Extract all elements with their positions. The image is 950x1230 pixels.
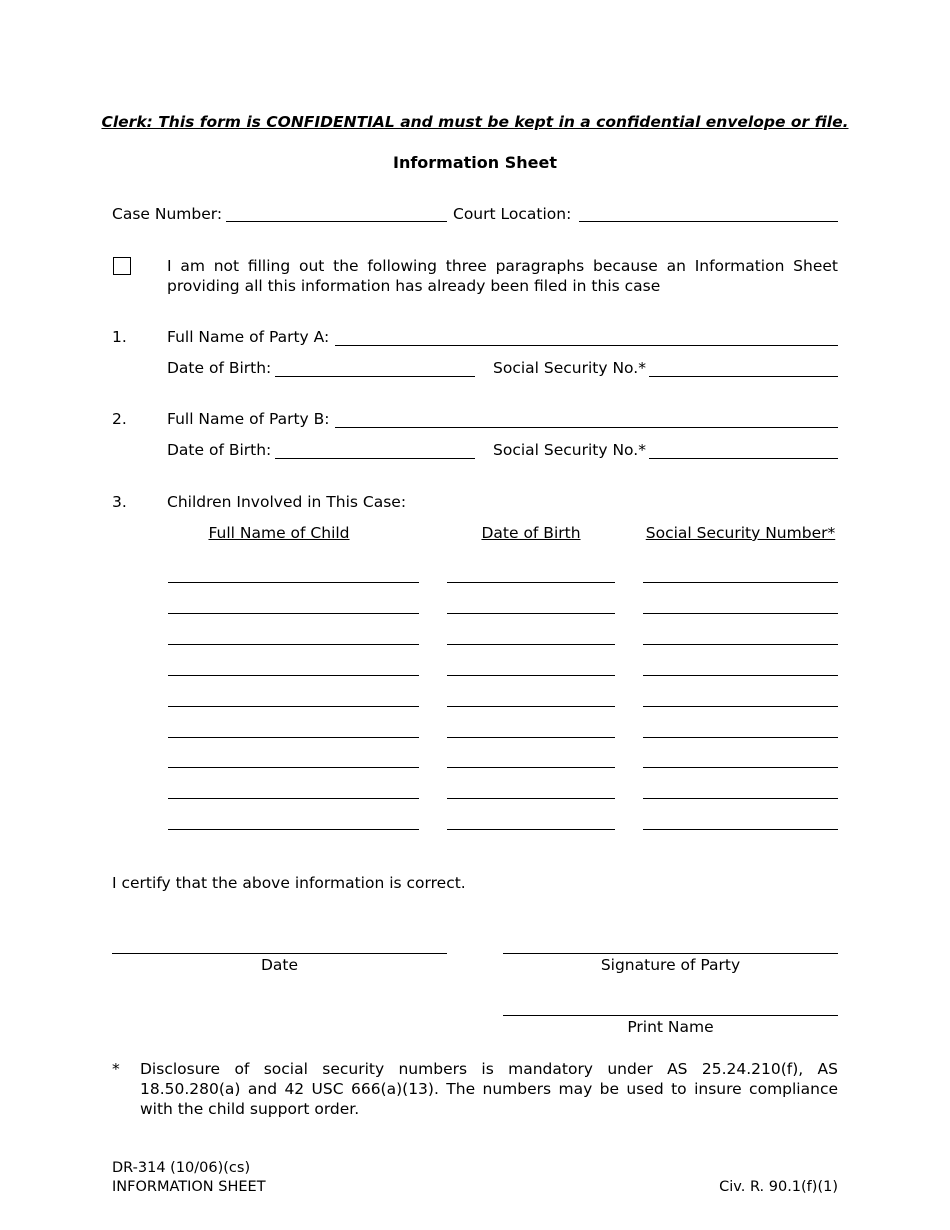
party-b-dob-field[interactable] xyxy=(275,458,475,459)
child-name-field[interactable] xyxy=(168,613,419,614)
child-ssn-field[interactable] xyxy=(643,737,838,738)
col-header-child-name: Full Name of Child xyxy=(208,524,350,542)
child-dob-field[interactable] xyxy=(447,829,615,830)
child-name-field[interactable] xyxy=(168,737,419,738)
child-dob-field[interactable] xyxy=(447,798,615,799)
page-title: Information Sheet xyxy=(392,153,557,172)
children-label: Children Involved in This Case: xyxy=(167,493,407,511)
child-dob-field[interactable] xyxy=(447,767,615,768)
already-filed-checkbox[interactable] xyxy=(113,257,131,275)
child-dob-field[interactable] xyxy=(447,613,615,614)
party-a-ssn-label: Social Security No.* xyxy=(493,359,646,377)
party-b-ssn-field[interactable] xyxy=(649,458,838,459)
child-name-field[interactable] xyxy=(168,798,419,799)
child-name-field[interactable] xyxy=(168,706,419,707)
child-ssn-field[interactable] xyxy=(643,767,838,768)
form-name: INFORMATION SHEET xyxy=(112,1179,266,1195)
party-b-number: 2. xyxy=(112,410,127,428)
child-dob-field[interactable] xyxy=(447,644,615,645)
party-a-number: 1. xyxy=(112,328,127,346)
child-name-field[interactable] xyxy=(168,644,419,645)
children-number: 3. xyxy=(112,493,127,511)
party-b-ssn-label: Social Security No.* xyxy=(493,441,646,459)
child-ssn-field[interactable] xyxy=(643,798,838,799)
signature-field[interactable] xyxy=(503,953,838,954)
footnote-text: Disclosure of social security numbers is mandatory under AS 25.24.210(f), AS 18.50.280(a) and 42 USC 666(a)(13). The numbers may be used to insure compliance with the child support order. xyxy=(140,1060,838,1118)
col-header-child-dob: Date of Birth xyxy=(481,524,581,542)
confidential-notice: Clerk: This form is CONFIDENTIAL and must be kept in a confidential envelope or file. xyxy=(101,113,849,131)
party-b-name-label: Full Name of Party B: xyxy=(167,410,330,428)
signature-label: Signature of Party xyxy=(600,956,741,974)
certify-text: I certify that the above information is correct. xyxy=(112,874,466,892)
already-filed-text: I am not filling out the following three paragraphs because an Information Sheet providing all this information has already been filed in this case xyxy=(167,257,838,295)
case-number-field[interactable] xyxy=(226,221,447,222)
party-a-name-field[interactable] xyxy=(335,345,838,346)
party-a-ssn-field[interactable] xyxy=(649,376,838,377)
child-ssn-field[interactable] xyxy=(643,675,838,676)
child-name-field[interactable] xyxy=(168,767,419,768)
print-name-field[interactable] xyxy=(503,1015,838,1016)
date-label: Date xyxy=(260,956,299,974)
party-a-name-label: Full Name of Party A: xyxy=(167,328,330,346)
court-location-field[interactable] xyxy=(579,221,838,222)
court-location-label: Court Location: xyxy=(453,205,572,223)
child-dob-field[interactable] xyxy=(447,706,615,707)
party-b-dob-label: Date of Birth: xyxy=(167,441,272,459)
party-a-dob-label: Date of Birth: xyxy=(167,359,272,377)
child-ssn-field[interactable] xyxy=(643,613,838,614)
child-name-field[interactable] xyxy=(168,829,419,830)
child-ssn-field[interactable] xyxy=(643,706,838,707)
child-name-field[interactable] xyxy=(168,582,419,583)
child-name-field[interactable] xyxy=(168,675,419,676)
child-ssn-field[interactable] xyxy=(643,582,838,583)
child-ssn-field[interactable] xyxy=(643,644,838,645)
child-dob-field[interactable] xyxy=(447,582,615,583)
child-dob-field[interactable] xyxy=(447,737,615,738)
party-a-dob-field[interactable] xyxy=(275,376,475,377)
case-number-label: Case Number: xyxy=(112,205,223,223)
form-id: DR-314 (10/06)(cs) xyxy=(112,1160,251,1176)
footnote-mark: * xyxy=(112,1060,120,1078)
col-header-child-ssn: Social Security Number* xyxy=(645,524,836,542)
date-field[interactable] xyxy=(112,953,447,954)
print-name-label: Print Name xyxy=(627,1018,714,1036)
child-dob-field[interactable] xyxy=(447,675,615,676)
child-ssn-field[interactable] xyxy=(643,829,838,830)
party-b-name-field[interactable] xyxy=(335,427,838,428)
rule-citation: Civ. R. 90.1(f)(1) xyxy=(719,1179,838,1195)
